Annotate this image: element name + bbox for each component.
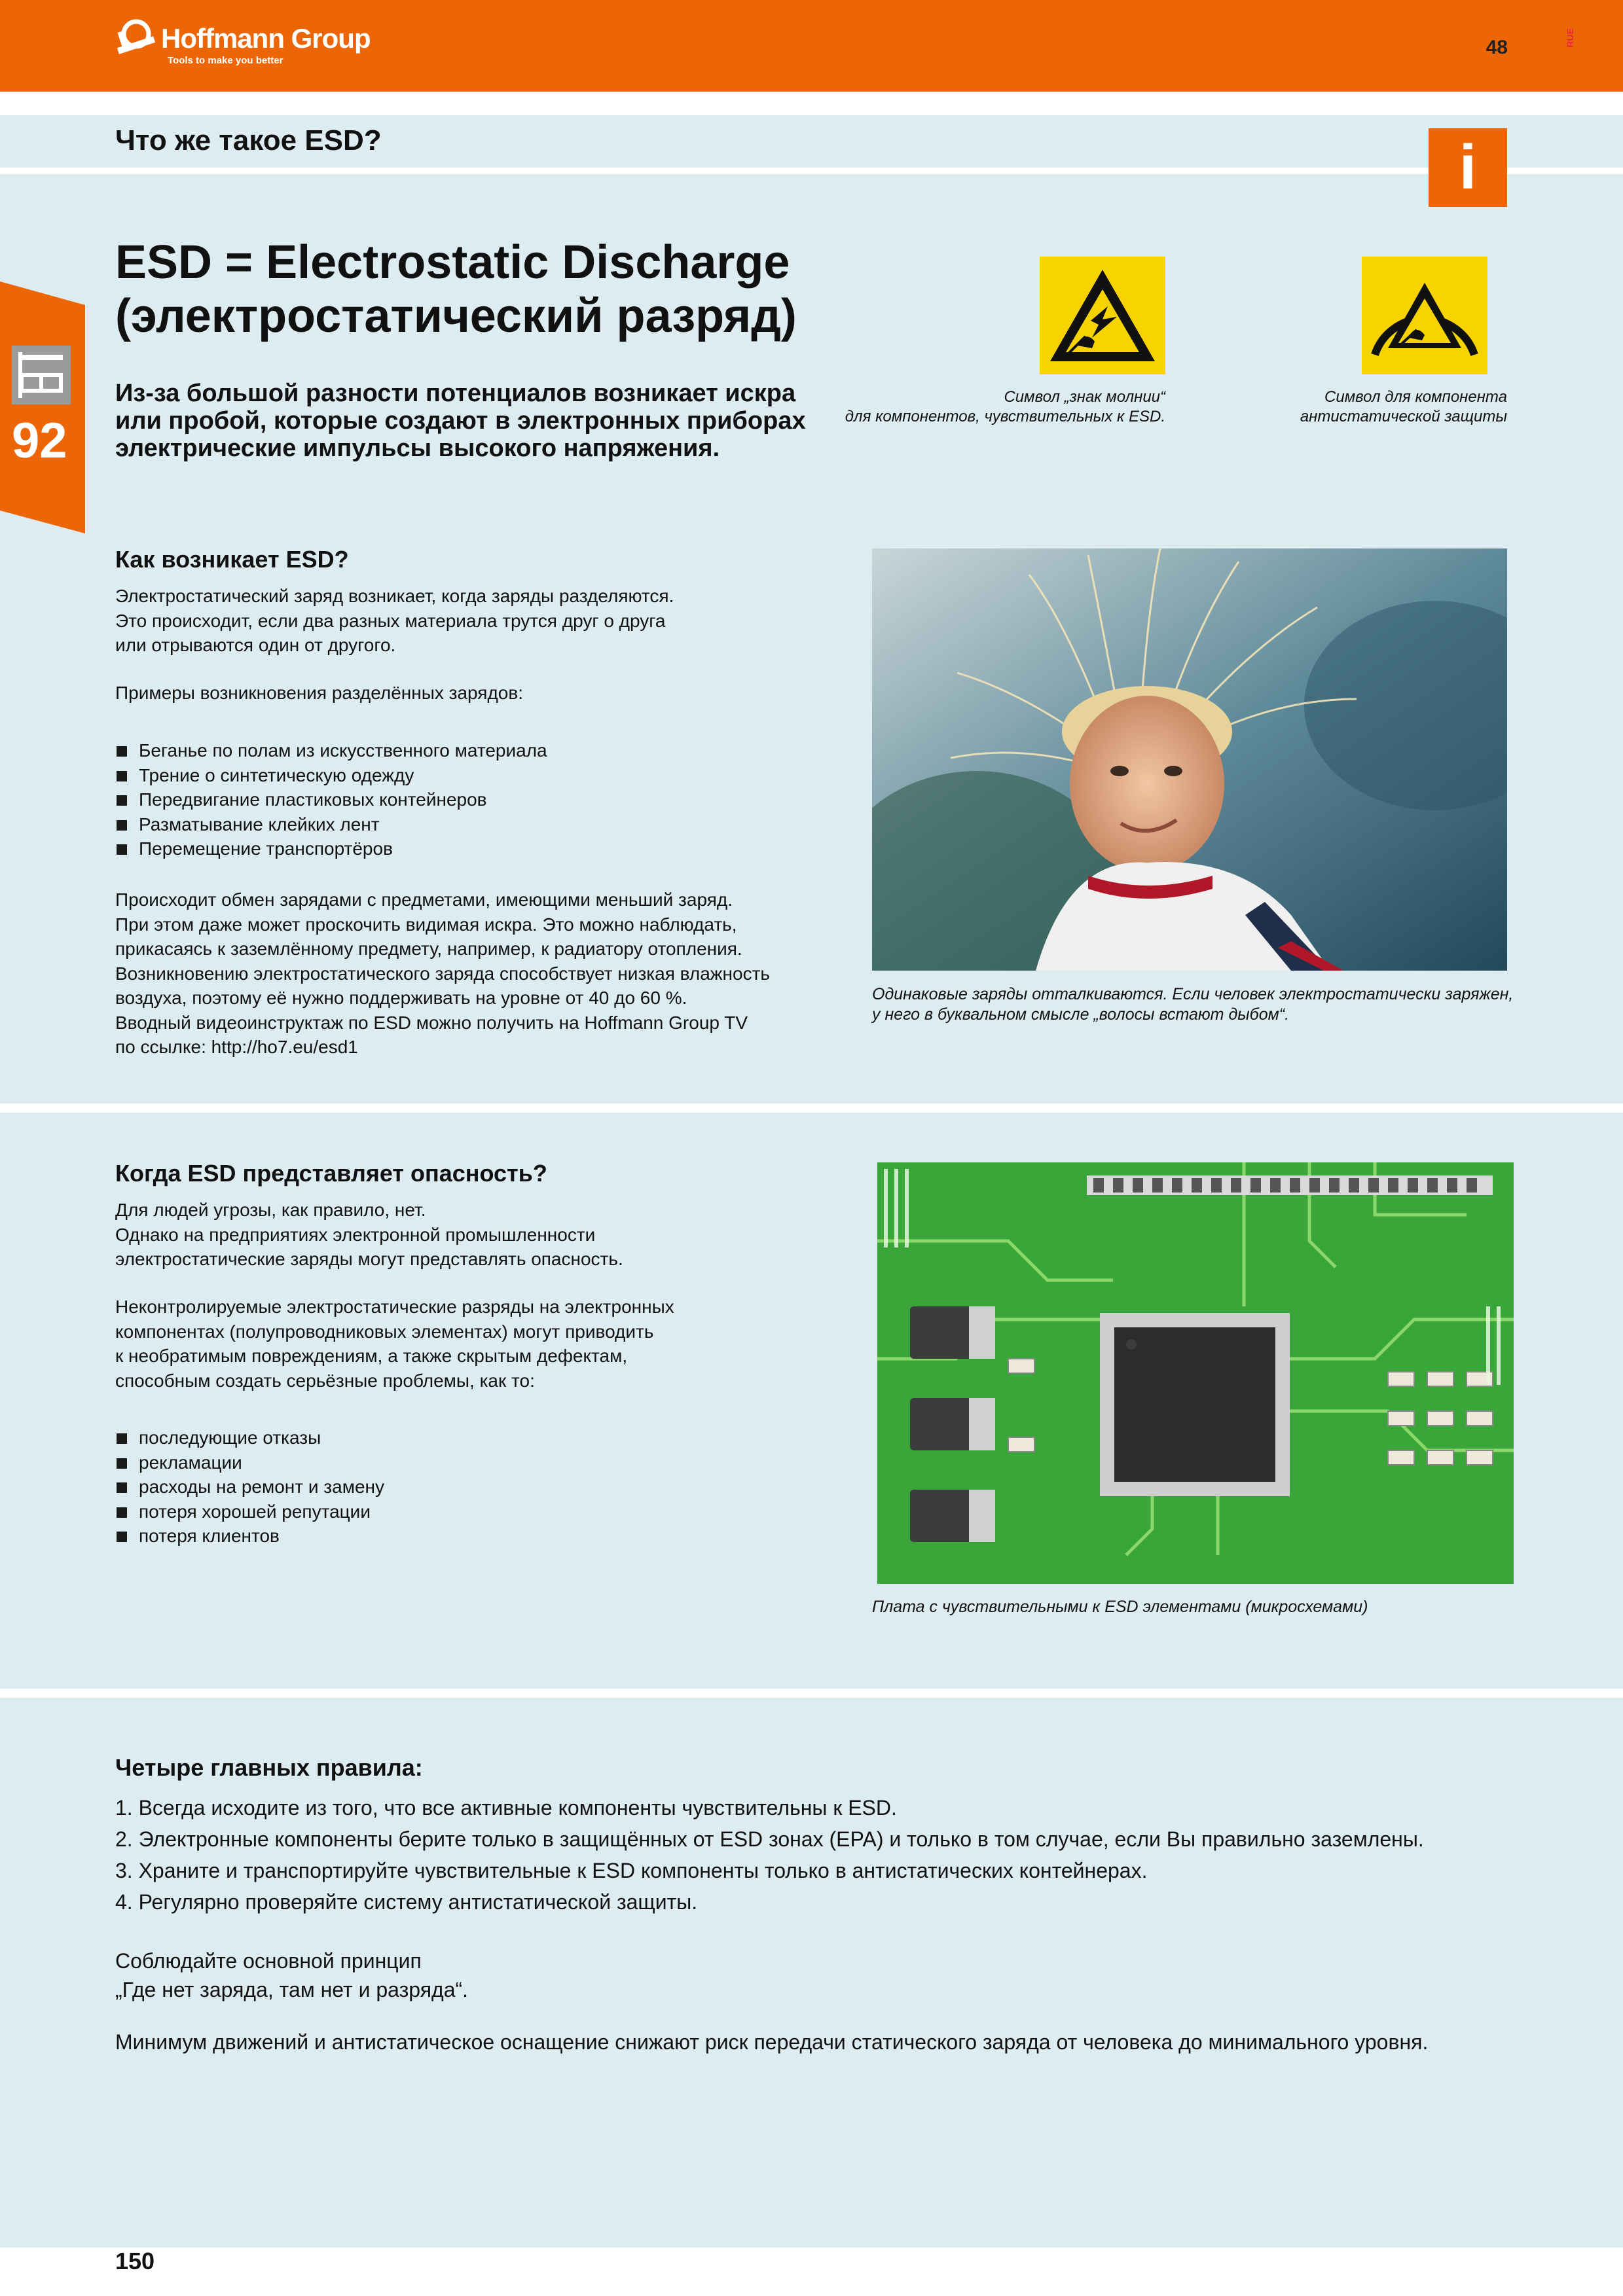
language-code: RUE	[1565, 28, 1576, 48]
symbol2-caption: Символ для компонента антистатической защиты	[1300, 388, 1507, 425]
list-item: 3. Храните и транспортируйте чувствительные к ESD компоненты только в антистатических контейнерах.	[115, 1859, 1148, 1882]
circuit-board-photo	[877, 1162, 1514, 1584]
danger-paragraph-2: Неконтролируемые электростатические разряды на электронных компонентах (полупроводниковых элементах) могут приводить к необратимым повреждениям, а также скрытым дефектам, способным создать серьёзные проблемы, как то:	[115, 1297, 674, 1391]
list-item: Разматывание клейких лент	[115, 812, 547, 837]
main-title: ESD = Electrostatic Discharge (электростатический разряд)	[115, 236, 797, 342]
list-item: Перемещение транспортёров	[115, 836, 547, 861]
list-item: 1. Всегда исходите из того, что все активные компоненты чувствительны к ESD.	[115, 1796, 897, 1820]
esd-protection-circle-icon	[1362, 257, 1487, 374]
page-reference: 48	[1486, 37, 1508, 58]
hoffmann-logo-icon	[114, 18, 158, 59]
info-icon: i	[1429, 128, 1507, 207]
list-item: 4. Регулярно проверяйте систему антистатической защиты.	[115, 1890, 698, 1914]
list-item: рекламации	[115, 1450, 384, 1475]
minimum-text: Минимум движений и антистатическое оснащение снижают риск передачи статического заряда от человека до минимального уровня.	[115, 2030, 1429, 2054]
list-item: Беганье по полам из искусственного материала	[115, 738, 547, 763]
list-item: последующие отказы	[115, 1426, 384, 1450]
child-photo-caption: Одинаковые заряды отталкиваются. Если человек электростатически заряжен, у него в буквальном смысле „волосы встают дыбом“.	[872, 985, 1514, 1024]
rules-heading: Четыре главных правила:	[115, 1754, 423, 1781]
symbol1-caption: Символ „знак молнии“ для компонентов, чувствительных к ESD.	[845, 388, 1165, 425]
header-bar	[0, 0, 1623, 92]
list-item: Трение о синтетическую одежду	[115, 763, 547, 788]
how-heading: Как возникает ESD?	[115, 546, 349, 573]
list-item: потеря клиентов	[115, 1524, 384, 1549]
rules-list	[115, 1792, 1516, 1918]
section-title: Что же такое ESD?	[115, 124, 382, 156]
brand-tagline: Tools to make you better	[168, 55, 283, 66]
list-item: потеря хорошей репутации	[115, 1499, 384, 1524]
lead-paragraph: Из-за большой разности потенциалов возникает искра или пробой, которые создают в электронных приборах электрические импульсы высокого напряжения.	[115, 380, 806, 462]
danger-heading: Когда ESD представляет опасность?	[115, 1160, 547, 1187]
brand-logo[interactable]	[114, 18, 371, 66]
list-item: расходы на ремонт и замену	[115, 1475, 384, 1499]
principle-text: Соблюдайте основной принцип „Где нет заряда, там нет и разряда“.	[115, 1949, 469, 2001]
esd-lightning-triangle-icon	[1040, 257, 1165, 374]
drive-unit-icon	[12, 346, 71, 404]
child-hair-photo	[872, 548, 1507, 971]
chapter-side-tab[interactable]	[0, 281, 85, 533]
brand-name: Hoffmann Group	[161, 23, 371, 54]
list-item: Передвигание пластиковых контейнеров	[115, 787, 547, 812]
how-paragraph-1: Электростатический заряд возникает, когда заряды разделяются. Это происходит, если два разных материала трутся друг о друга или отрываются один от другого.	[115, 586, 674, 655]
pcb-photo-caption: Плата с чувствительными к ESD элементами (микросхемами)	[872, 1598, 1368, 1616]
list-item: 2. Электронные компоненты берите только в защищённых от ESD зонах (EPA) и только в том случае, если Вы правильно заземлены.	[115, 1827, 1424, 1851]
how-paragraph-2: Примеры возникновения разделённых зарядов:	[115, 683, 524, 703]
how-paragraph-3: Происходит обмен зарядами с предметами, имеющими меньший заряд. При этом даже может проскочить видимая искра. Это можно наблюдать, прикасаясь к заземлённому предмету, например, к радиатору отопления. Возникновению электростатического заряда способствует низкая влажность воздуха, поэтому её нужно поддерживать на уровне от 40 до 60 %. Вводный видеоинструктаж по ESD можно получить на Hoffmann Group TV по ссылке: http://ho7.eu/esd1	[115, 888, 848, 1060]
danger-paragraph-1: Для людей угрозы, как правило, нет. Однако на предприятиях электронной промышленности электростатические заряды могут представлять опасность.	[115, 1200, 623, 1269]
examples-list	[115, 738, 547, 861]
esd-video-link[interactable]: по ссылке: http://ho7.eu/esd1	[115, 1037, 358, 1057]
problems-list	[115, 1426, 384, 1549]
title-divider	[0, 168, 1623, 174]
chapter-number: 92	[12, 413, 67, 469]
page-number: 150	[115, 2248, 155, 2274]
